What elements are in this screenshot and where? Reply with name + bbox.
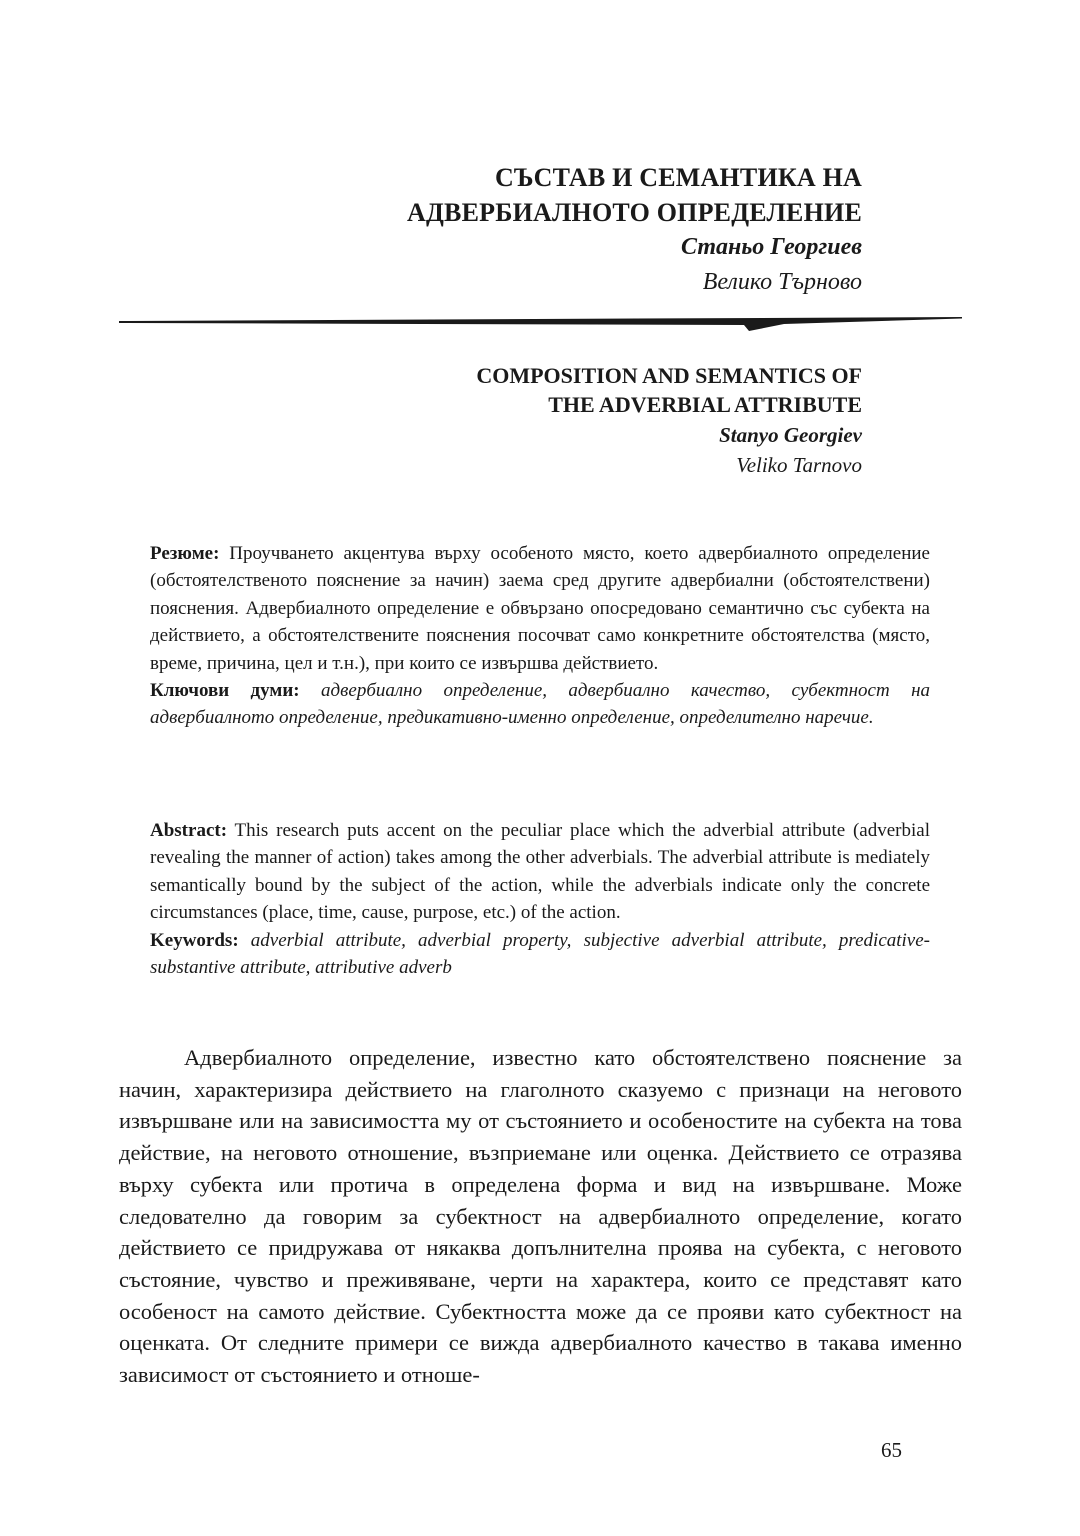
keywords-label-en: Keywords: (150, 929, 239, 951)
keywords-label-bg: Ключови думи: (150, 680, 300, 702)
bulgarian-title-line-2: АДВЕРБИАЛНОТО ОПРЕДЕЛЕНИЕ (406, 198, 862, 227)
bulgarian-place: Велико Търново (702, 269, 862, 295)
summary-bulgarian (150, 540, 930, 732)
keywords-english (150, 927, 930, 982)
keywords-list-en: adverbial attribute, adverbial property, subjective adverbial attribute, predicative-substantive attribute, attributive adverb (150, 929, 931, 979)
decorative-divider (119, 311, 962, 333)
summary-bulgarian-text (150, 540, 930, 677)
summary-body: Проучването акцентува върху особеното място, което адвербиалното определение (обстоятелственото пояснение за начин) заема сред другите адвербиални (обстоятелствени) пояснения. Адвербиалното определение е обвързано опосредовано семантично със субекта на действието, а обстоятелствените пояснения посочват само конкретните обстоятелства (място, време, причина, цел и т.н.), при които се извършва действието. (150, 543, 930, 674)
bulgarian-title (407, 160, 862, 230)
bulgarian-author: Станьо Георгиев (680, 234, 862, 260)
body-paragraph: Адвербиалното определение, известно като обстоятелствено пояснение за начин, характеризира действието на глаголното сказуемо с признаци на неговото извършване или на зависимостта му от състоянието и особеностите на субекта на това действие, на неговото отношение, възприемане или оценка. Действието се отразява върху субекта или протича в определена форма и вид на извършване. Може следователно да говорим за субектност на адвербиалното определение, когато действието се придружава от някаква допълнителна проява на субекта, с неговото състояние, чувство и преживяване, черти на характера, които се представят като особеност на самото действие. Субектността може да се прояви като субектност на оценката. От следните примери се вижда адвербиалното качество в такава именно зависимост от състоянието и отноше- (119, 1045, 962, 1388)
keywords-list-bg: адвербиално определение, адвербиално качество, субектност на адвербиалното определение, предикативно-именно определение, определително наречие. (150, 680, 930, 729)
english-title-line-1: COMPOSITION AND SEMANTICS OF (476, 363, 862, 388)
page-number: 65 (881, 1438, 902, 1462)
keywords-bulgarian (150, 677, 930, 732)
abstract-body: This research puts accent on the peculiar place which the adverbial attribute (adverbial revealing the manner of action) takes among the other adverbials. The adverbial attribute is mediately semantically bound by the subject of the action, while the adverbials indicate only the concrete circumstances (place, time, cause, purpose, etc.) of the action. (150, 820, 930, 924)
english-place: Veliko Tarnovo (736, 453, 862, 477)
bulgarian-title-line-1: СЪСТАВ И СЕМАНТИКА НА (494, 163, 862, 192)
english-title (476, 361, 862, 419)
abstract-label: Abstract: (150, 820, 228, 841)
english-title-line-2: THE ADVERBIAL ATTRIBUTE (548, 392, 862, 417)
abstract-english-text (150, 817, 930, 927)
summary-label: Резюме: (150, 543, 220, 564)
abstract-english (150, 817, 930, 981)
main-body (119, 1042, 962, 1391)
english-author: Stanyo Georgiev (719, 423, 862, 447)
